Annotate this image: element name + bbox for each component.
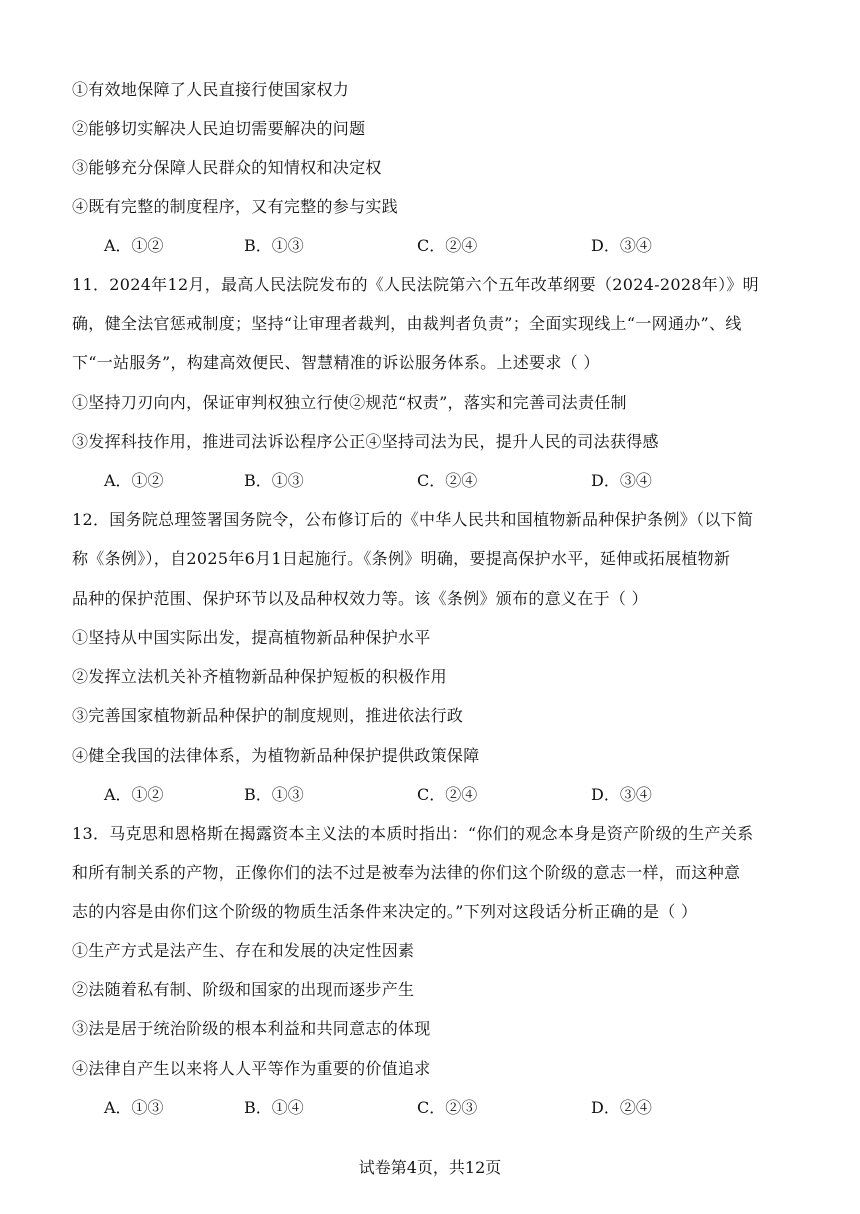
q11-item-2: ③发挥科技作用，推进司法诉讼程序公正④坚持司法为民，提升人民的司法获得感 [72,432,659,451]
q13-item-4: ④法律自产生以来将人人平等作为重要的价值追求 [72,1059,431,1078]
q12-item-1: ①坚持从中国实际出发，提高植物新品种保护水平 [72,628,431,647]
q11-stem-line-2: 确，健全法官惩戒制度；坚持“让审理者裁判，由裁判者负责”；全面实现线上“一网通办”、线 [72,314,742,333]
q13-item-1: ①生产方式是法产生、存在和发展的决定性因素 [72,941,415,960]
q13-option-a[interactable]: A．①③ [104,1098,164,1117]
q10-item-1: ①有效地保障了人民直接行使国家权力 [72,80,350,99]
q10-item-2: ②能够切实解决人民迫切需要解决的问题 [72,119,366,138]
q11-stem-line-3: 下“一站服务”，构建高效便民、智慧精准的诉讼服务体系。上述要求（ ） [72,353,600,372]
q10-option-b[interactable]: B．①③ [244,236,304,255]
q10-option-c[interactable]: C．②④ [417,236,478,255]
q12-stem-line-1: 12．国务院总理签署国务院令，公布修订后的《中华人民共和国植物新品种保护条例》（以下简 [72,510,754,529]
q13-stem-line-2: 和所有制关系的产物，正像你们的法不过是被奉为法律的你们这个阶级的意志一样，而这种意 [72,863,741,882]
q12-stem-line-2: 称《条例》），自2025年6月1日起施行。《条例》明确，要提高保护水平，延伸或拓展植物新 [72,549,731,568]
q13-item-3: ③法是居于统治阶级的根本利益和共同意志的体现 [72,1019,431,1038]
q10-option-a[interactable]: A．①② [104,236,164,255]
q13-item-2: ②法随着私有制、阶级和国家的出现而逐步产生 [72,980,415,999]
q11-option-b[interactable]: B．①③ [244,471,304,490]
q11-option-d[interactable]: D．③④ [591,471,652,490]
q11-item-1: ①坚持刀刃向内，保证审判权独立行使②规范“权责”，落实和完善司法责任制 [72,393,627,412]
q10-item-4: ④既有完整的制度程序，又有完整的参与实践 [72,197,399,216]
q12-stem-line-3: 品种的保护范围、保护环节以及品种权效力等。该《条例》颁布的意义在于（ ） [72,589,648,608]
q12-option-d[interactable]: D．③④ [591,785,652,804]
q10-option-d[interactable]: D．③④ [591,236,652,255]
q13-option-b[interactable]: B．①④ [244,1098,304,1117]
q13-option-d[interactable]: D．②④ [591,1098,652,1117]
q11-stem-line-1: 11．2024年12月，最高人民法院发布的《人民法院第六个五年改革纲要（2024-2028年）》明 [72,275,759,294]
q13-stem-line-1: 13．马克思和恩格斯在揭露资本主义法的本质时指出：“你们的观念本身是资产阶级的生产关系 [72,824,754,843]
q13-stem-line-3: 志的内容是由你们这个阶级的物质生活条件来决定的。”下列对这段话分析正确的是（ ） [72,902,698,921]
q12-item-4: ④健全我国的法律体系，为植物新品种保护提供政策保障 [72,746,480,765]
q12-item-2: ②发挥立法机关补齐植物新品种保护短板的积极作用 [72,667,447,686]
q13-option-c[interactable]: C．②③ [417,1098,478,1117]
page-footer: 试卷第4页，共12页 [358,1158,502,1177]
q12-item-3: ③完善国家植物新品种保护的制度规则，推进依法行政 [72,706,464,725]
q11-option-c[interactable]: C．②④ [417,471,478,490]
q11-option-a[interactable]: A．①② [104,471,164,490]
q12-option-b[interactable]: B．①③ [244,785,304,804]
q12-option-a[interactable]: A．①② [104,785,164,804]
q12-option-c[interactable]: C．②④ [417,785,478,804]
q10-item-3: ③能够充分保障人民群众的知情权和决定权 [72,158,382,177]
